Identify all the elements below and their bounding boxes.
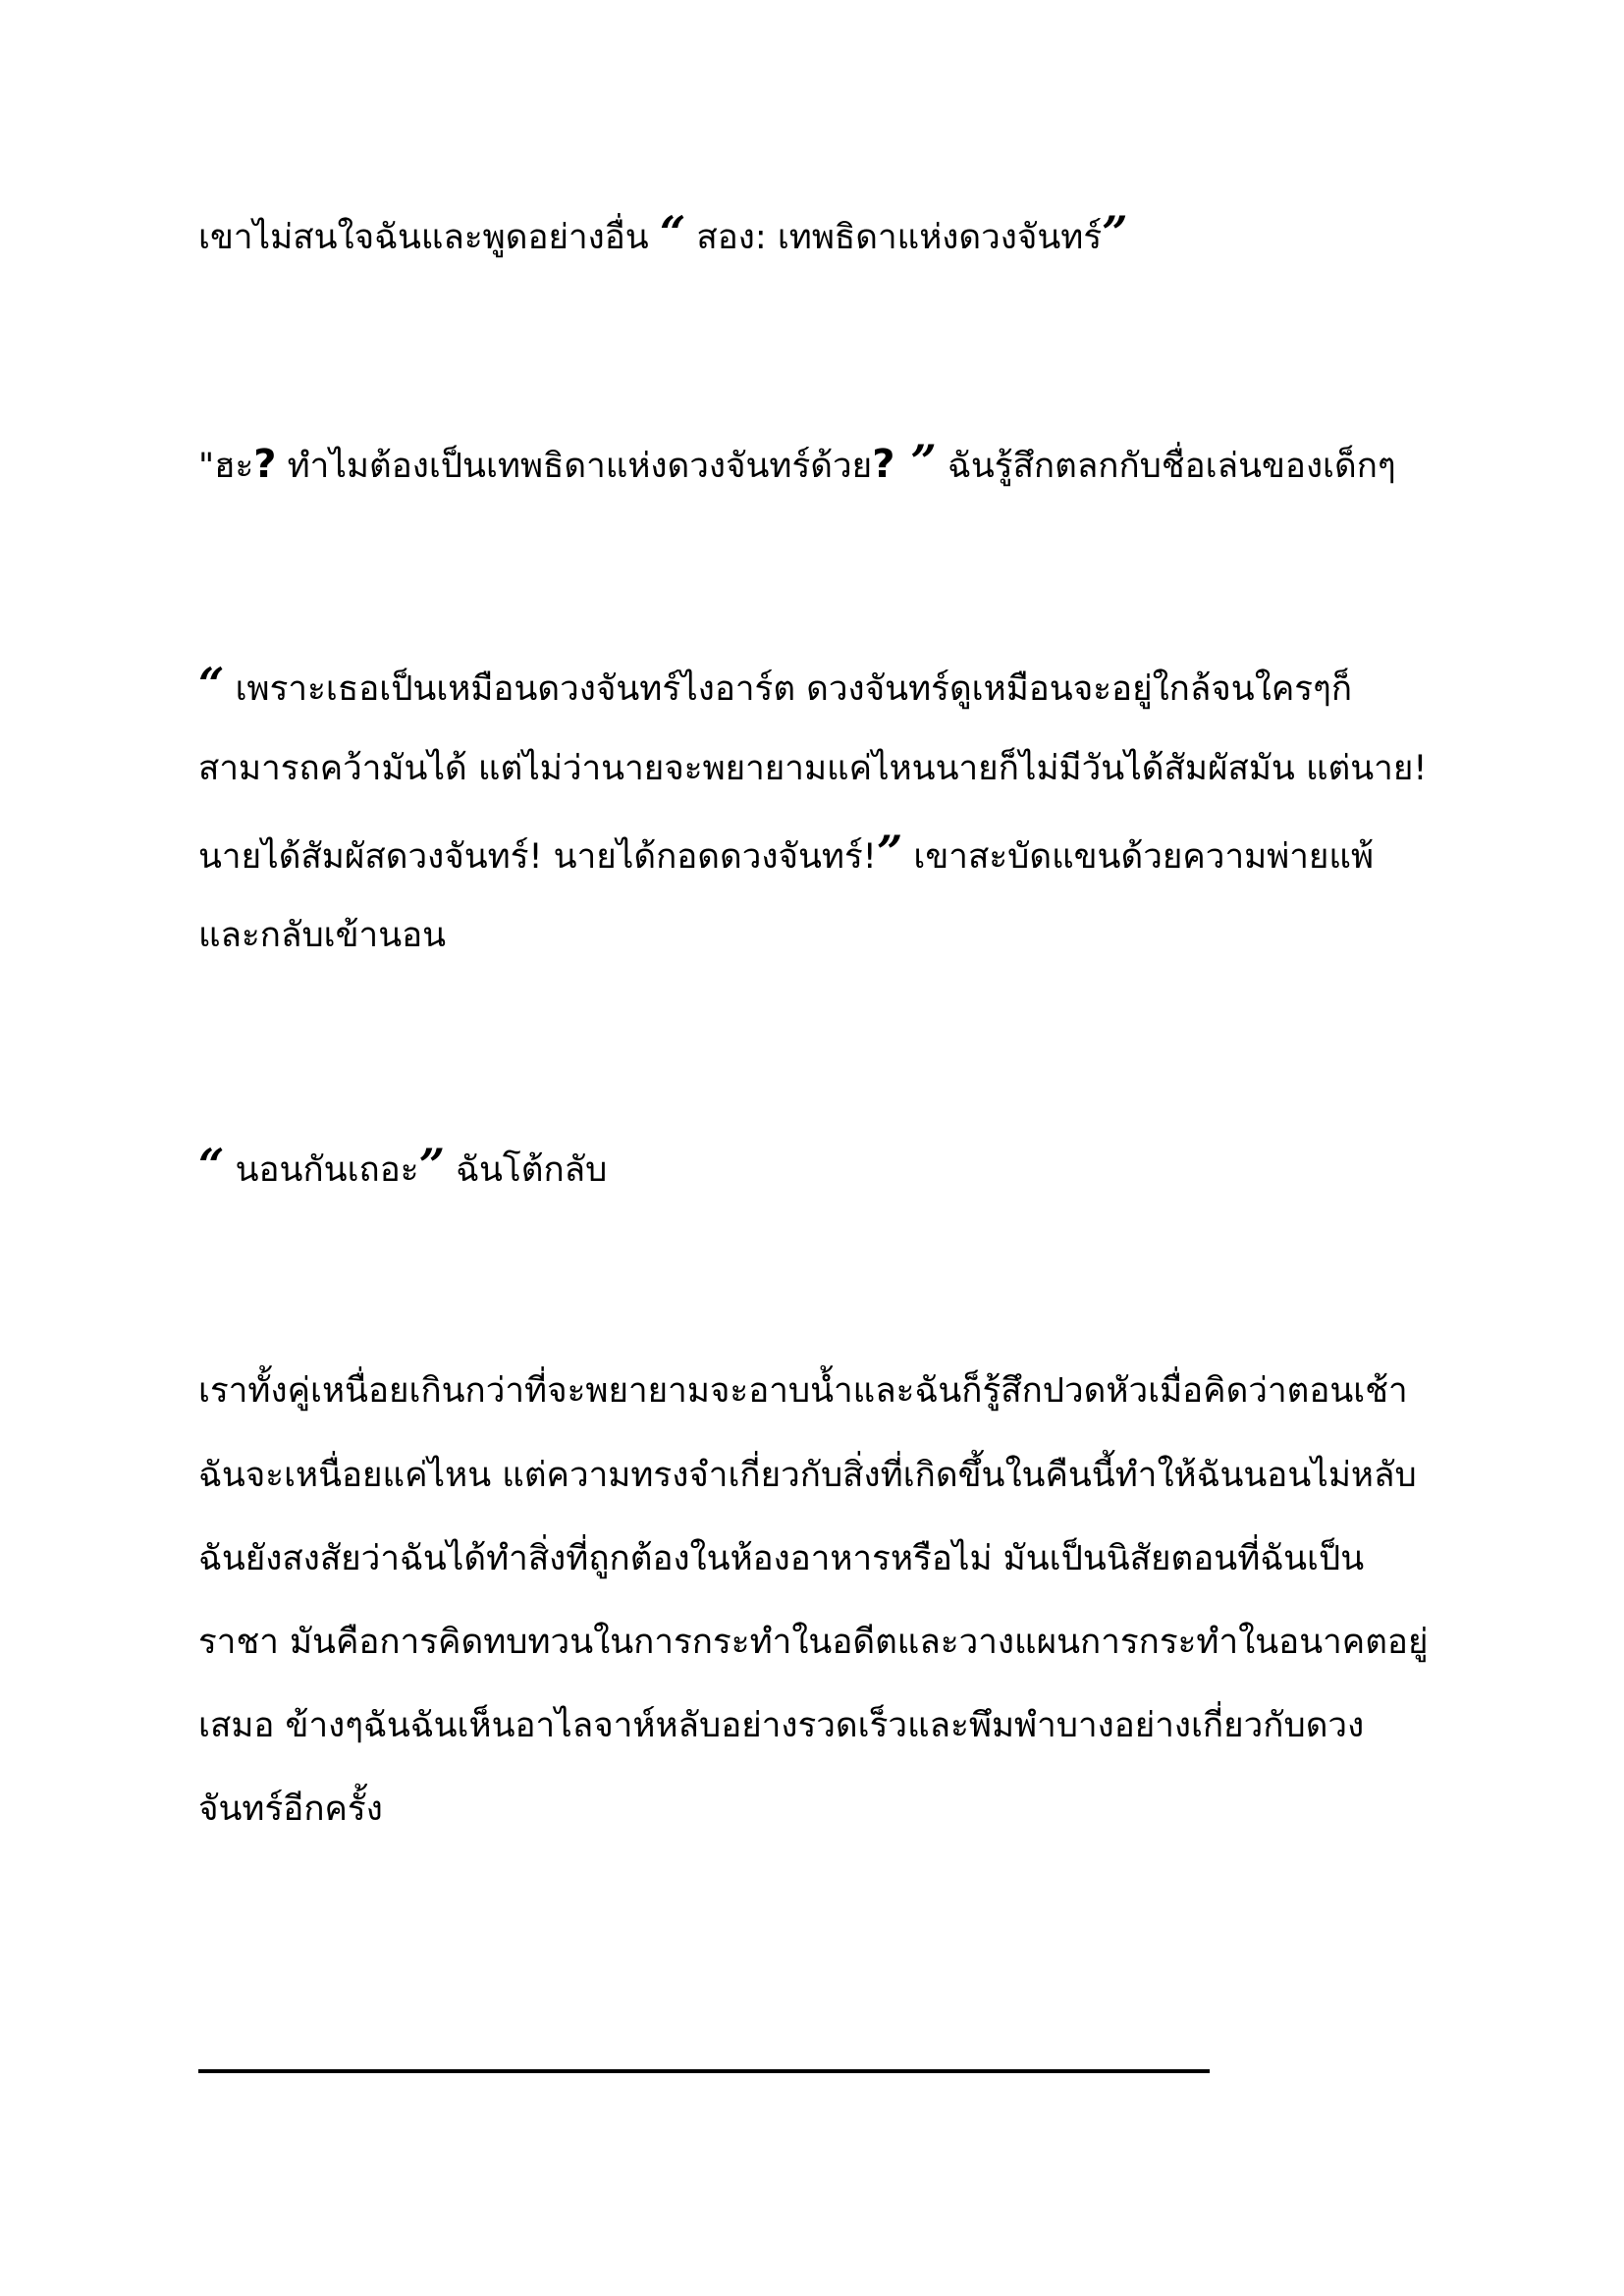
text-segment: ฉันยังสงสัยว่าฉันได้ทำสิ่งที่ถูกต้องในห้องอาหารหรือไม่ มันเป็นนิสัยตอนที่ฉันเป็น (198, 1539, 1365, 1578)
open-quote: “ (659, 206, 686, 259)
text-segment: สอง: เทพธิดาแห่งดวงจันทร์ (685, 218, 1103, 257)
text-segment: ราชา มันคือการคิดทบทวนในการกระทำในอดีตและวางแผนการกระทำในอนาคตอยู่ (198, 1623, 1429, 1662)
paragraph-5-line-1 (198, 1366, 1408, 1415)
text-segment: สามารถคว้ามันได้ แต่ไม่ว่านายจะพยายามแค่ไหนนายก็ไม่มีวันได้สัมผัสมัน แต่นาย! (198, 749, 1428, 788)
question-mark: ? (253, 442, 277, 487)
text-segment: เราทั้งคู่เหนื่อยเกินกว่าที่จะพยายามจะอาบน้ำและฉันก็รู้สึกปวดหัวเมื่อคิดว่าตอนเช้า (198, 1371, 1408, 1411)
text-segment: จันทร์อีกครั้ง (198, 1789, 383, 1829)
paragraph-3-line-3 (198, 828, 1374, 881)
close-quote: ” (1102, 206, 1128, 259)
paragraph-4-line-1 (198, 1141, 607, 1195)
text-segment: เขาไม่สนใจฉันและพูดอย่างอื่น (198, 218, 660, 257)
text-segment: ฉันรู้สึกตลกกับชื่อเล่นของเด็กๆ (936, 447, 1396, 486)
paragraph-2-line-1 (198, 437, 1396, 491)
text-segment: เสมอ ข้างๆฉันฉันเห็นอาไลจาห์หลับอย่างรวดเร็วและพึมพำบางอย่างเกี่ยวกับดวง (198, 1706, 1365, 1745)
paragraph-5-line-2 (198, 1451, 1417, 1500)
text-segment: ฉันจะเหนื่อยแค่ไหน แต่ความทรงจำเกี่ยวกับสิ่งที่เกิดขึ้นในคืนนี้ทำให้ฉันนอนไม่หลับ (198, 1456, 1417, 1495)
paragraph-5-line-4 (198, 1618, 1428, 1667)
paragraph-5-line-6 (198, 1785, 383, 1834)
text-segment: นอนกันเถอะ (224, 1150, 419, 1190)
text-segment: นายได้สัมผัสดวงจันทร์! นายได้กอดดวงจันทร์! (198, 837, 877, 877)
text-segment: และกลับเข้านอน (198, 916, 447, 955)
paragraph-5-line-3 (198, 1534, 1364, 1583)
open-quote: “ (198, 658, 225, 711)
question-mark: ? (872, 442, 895, 487)
text-segment: ทำไมต้องเป็นเทพธิดาแห่งดวงจันทร์ด้วย (276, 447, 873, 486)
close-quote: ” (894, 435, 937, 488)
paragraph-1-line-1 (198, 208, 1128, 262)
paragraph-3-line-1 (198, 660, 1352, 714)
paragraph-3-line-4 (198, 911, 446, 960)
footnote-separator-rule (198, 2069, 1210, 2073)
paragraph-5-line-5 (198, 1701, 1364, 1750)
close-quote: ” (418, 1139, 446, 1192)
close-quote: ” (876, 826, 903, 879)
open-quote: “ (198, 1139, 225, 1192)
paragraph-3-line-2 (198, 744, 1427, 793)
text-segment: เขาสะบัดแขนด้วยความพ่ายแพ้ (902, 837, 1375, 877)
text-segment: เพราะเธอเป็นเหมือนดวงจันทร์ไงอาร์ต ดวงจันทร์ดูเหมือนจะอยู่ใกล้จนใครๆก็ (224, 669, 1353, 709)
text-segment: ฉันโต้กลับ (445, 1150, 608, 1190)
text-segment: "ฮะ (198, 447, 254, 486)
